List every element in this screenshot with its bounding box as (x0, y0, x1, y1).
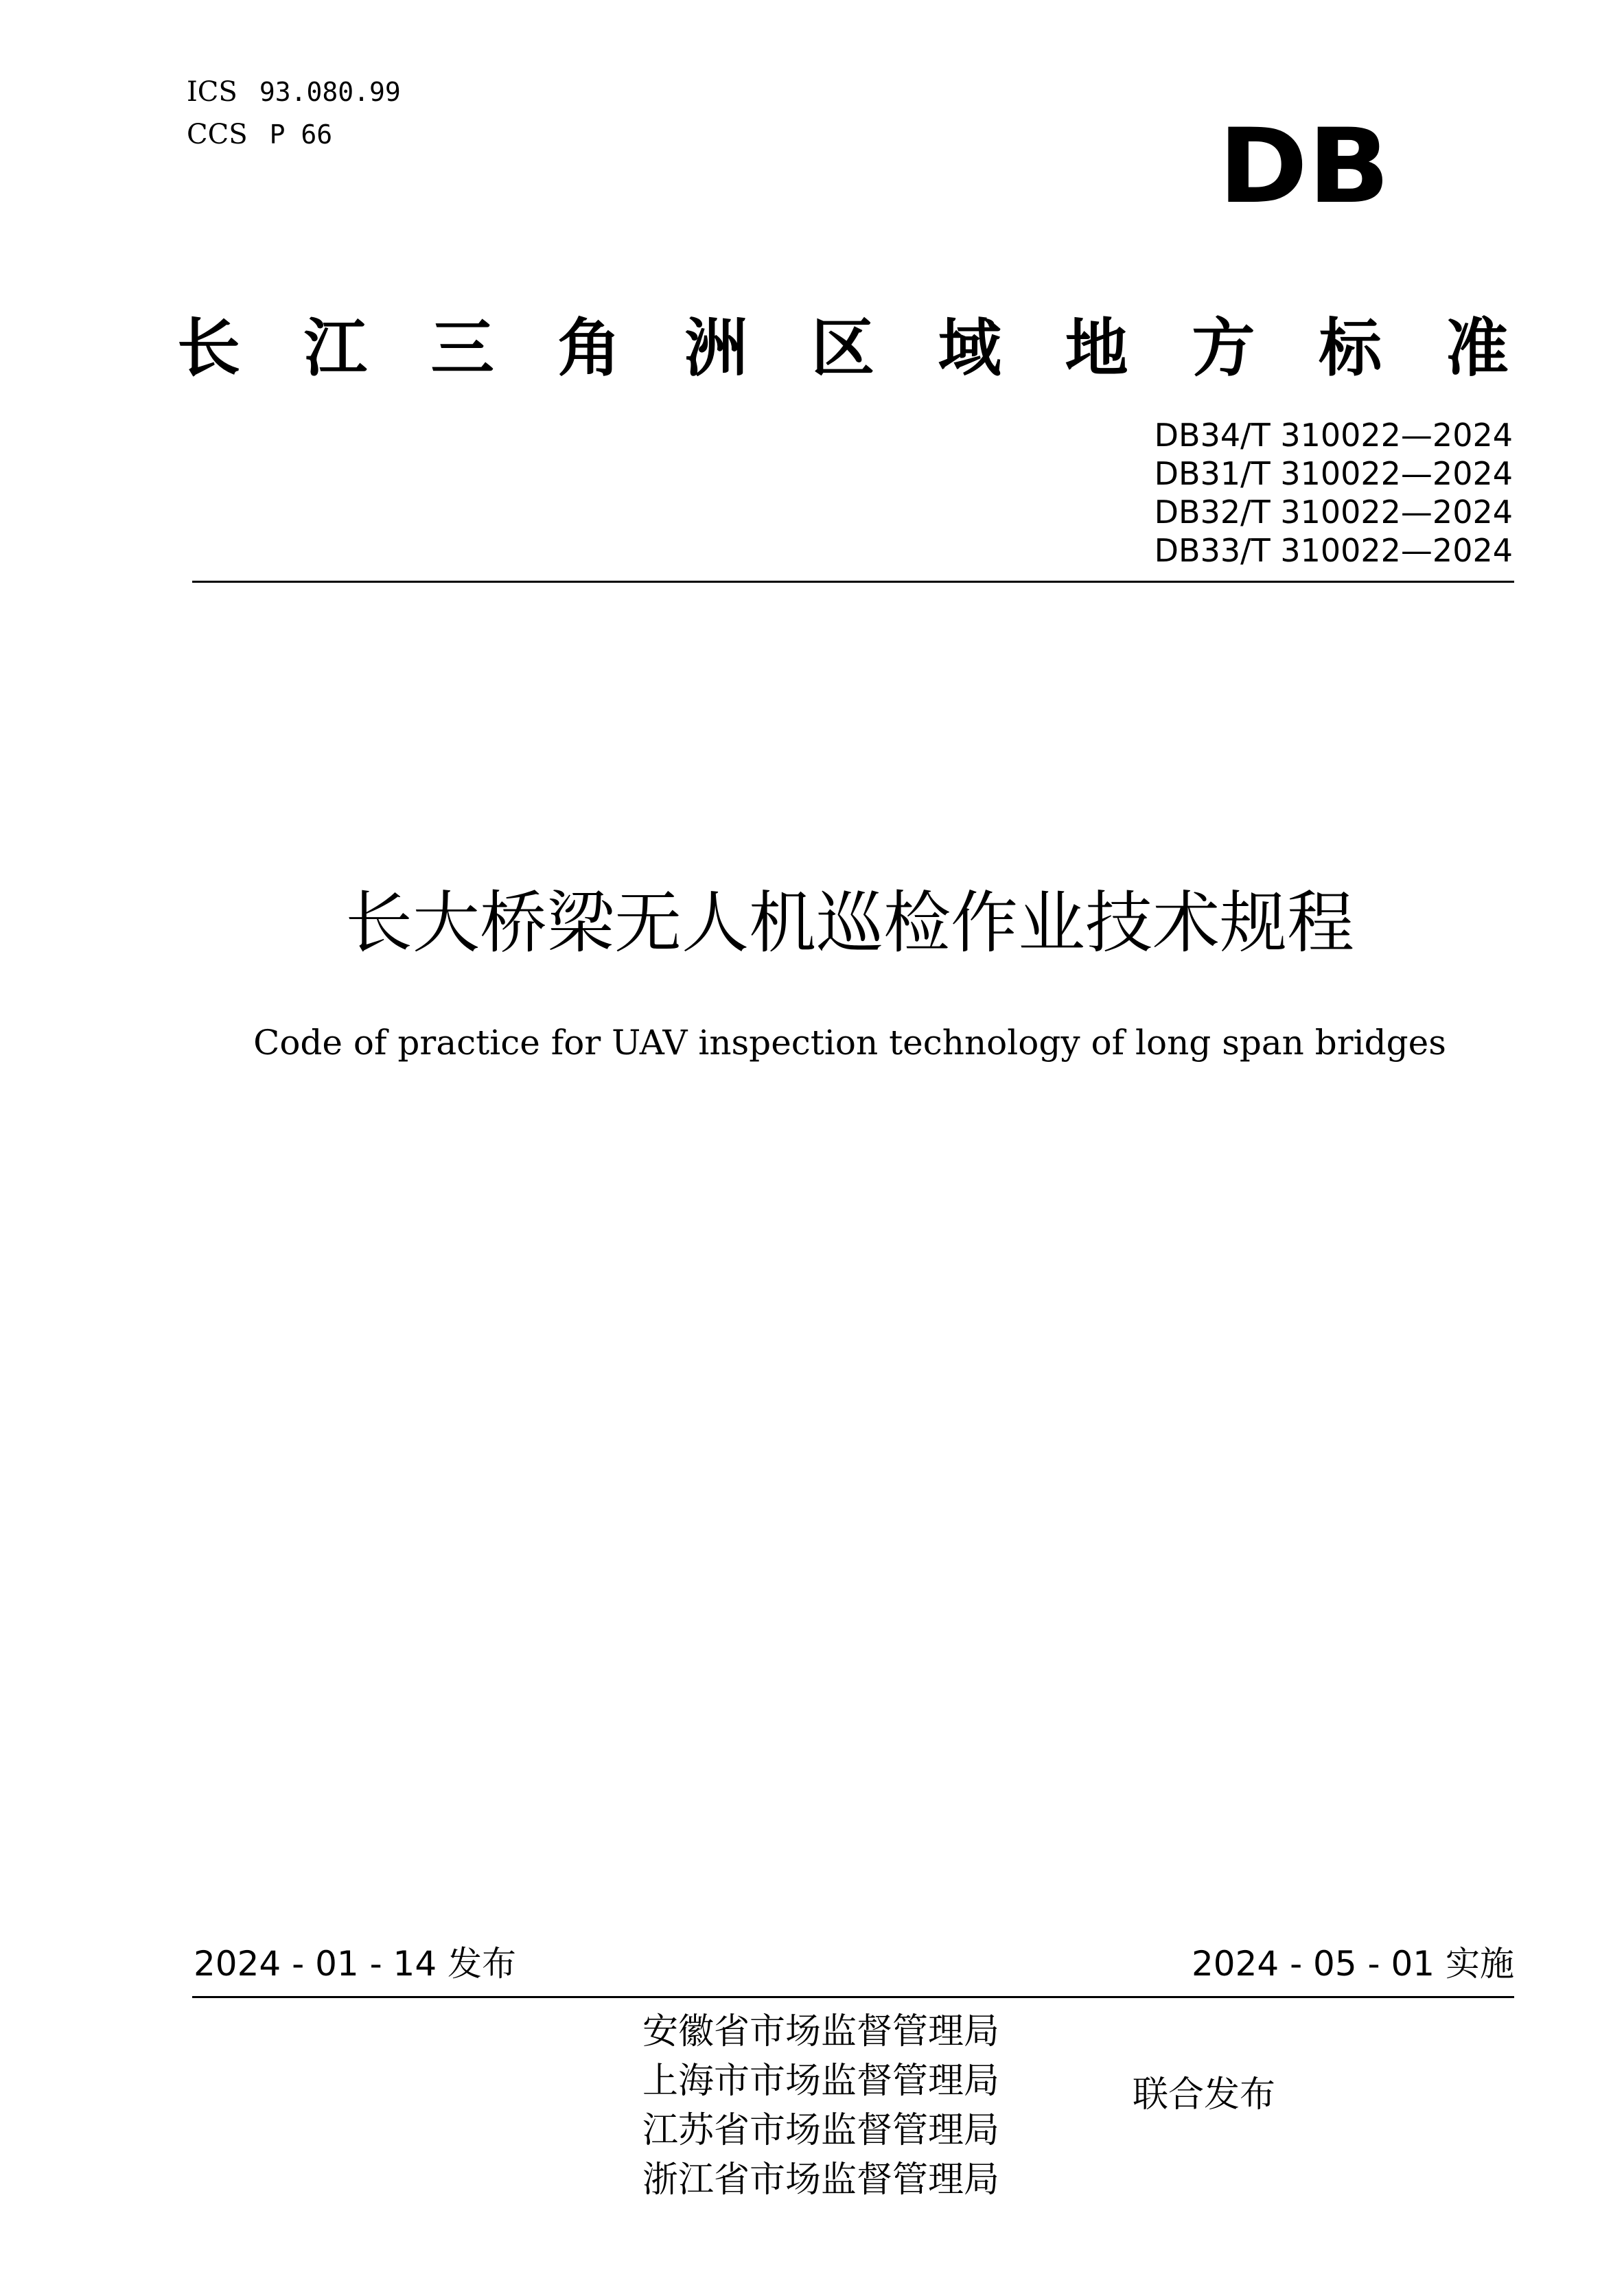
standard-code: DB32/T 310022—2024 (1154, 494, 1513, 531)
implementation-date: 2024 - 05 - 01 实施 (1191, 1944, 1514, 1984)
ics-value: 93.080.99 (259, 77, 401, 107)
title-chinese-text: 长大桥梁无人机巡检作业技术规程 (345, 884, 1354, 962)
standard-type-char: 长 (177, 312, 241, 385)
issuer: 浙江省市场监督管理局 (642, 2159, 1000, 2201)
standard-type-char: 方 (1192, 312, 1255, 385)
ccs-code (187, 121, 332, 148)
ics-label: ICS (187, 76, 237, 108)
standard-type-char: 区 (811, 312, 874, 385)
standard-type-char: 洲 (684, 312, 748, 385)
ccs-label: CCS (187, 119, 248, 150)
standard-type-char: 江 (303, 312, 367, 385)
issuer: 上海市市场监督管理局 (642, 2061, 1000, 2102)
issue-date: 2024 - 01 - 14 发布 (194, 1944, 517, 1984)
issuer: 江苏省市场监督管理局 (642, 2110, 1000, 2151)
standard-type-char: 域 (938, 312, 1001, 385)
title-chinese (0, 884, 1624, 962)
standard-codes (1155, 416, 1513, 570)
standard-code: DB34/T 310022—2024 (1154, 417, 1513, 454)
standard-type-char: 三 (430, 312, 494, 385)
standard-type-char: 准 (1445, 312, 1509, 385)
joint-release: 联合发布 (1133, 2074, 1276, 2115)
title-english (0, 1023, 1624, 1063)
issuer-list (642, 2007, 999, 2205)
standard-type-char: 标 (1319, 312, 1382, 385)
db-logo (1215, 121, 1393, 210)
ics-code (187, 78, 401, 106)
ccs-value: P 66 (269, 119, 333, 150)
standard-type-char: 角 (557, 312, 621, 385)
standard-type-char: 地 (1065, 312, 1128, 385)
standard-code: DB33/T 310022—2024 (1154, 532, 1513, 569)
issuer: 安徽省市场监督管理局 (642, 2011, 1000, 2052)
db-logo-text: DB (1218, 121, 1390, 210)
standard-type (177, 312, 1509, 385)
bottom-divider (192, 1996, 1514, 1998)
standard-code: DB31/T 310022—2024 (1154, 455, 1513, 492)
title-english-text: Code of practice for UAV inspection technology of long span bridges (253, 1023, 1446, 1063)
top-divider (192, 581, 1514, 583)
